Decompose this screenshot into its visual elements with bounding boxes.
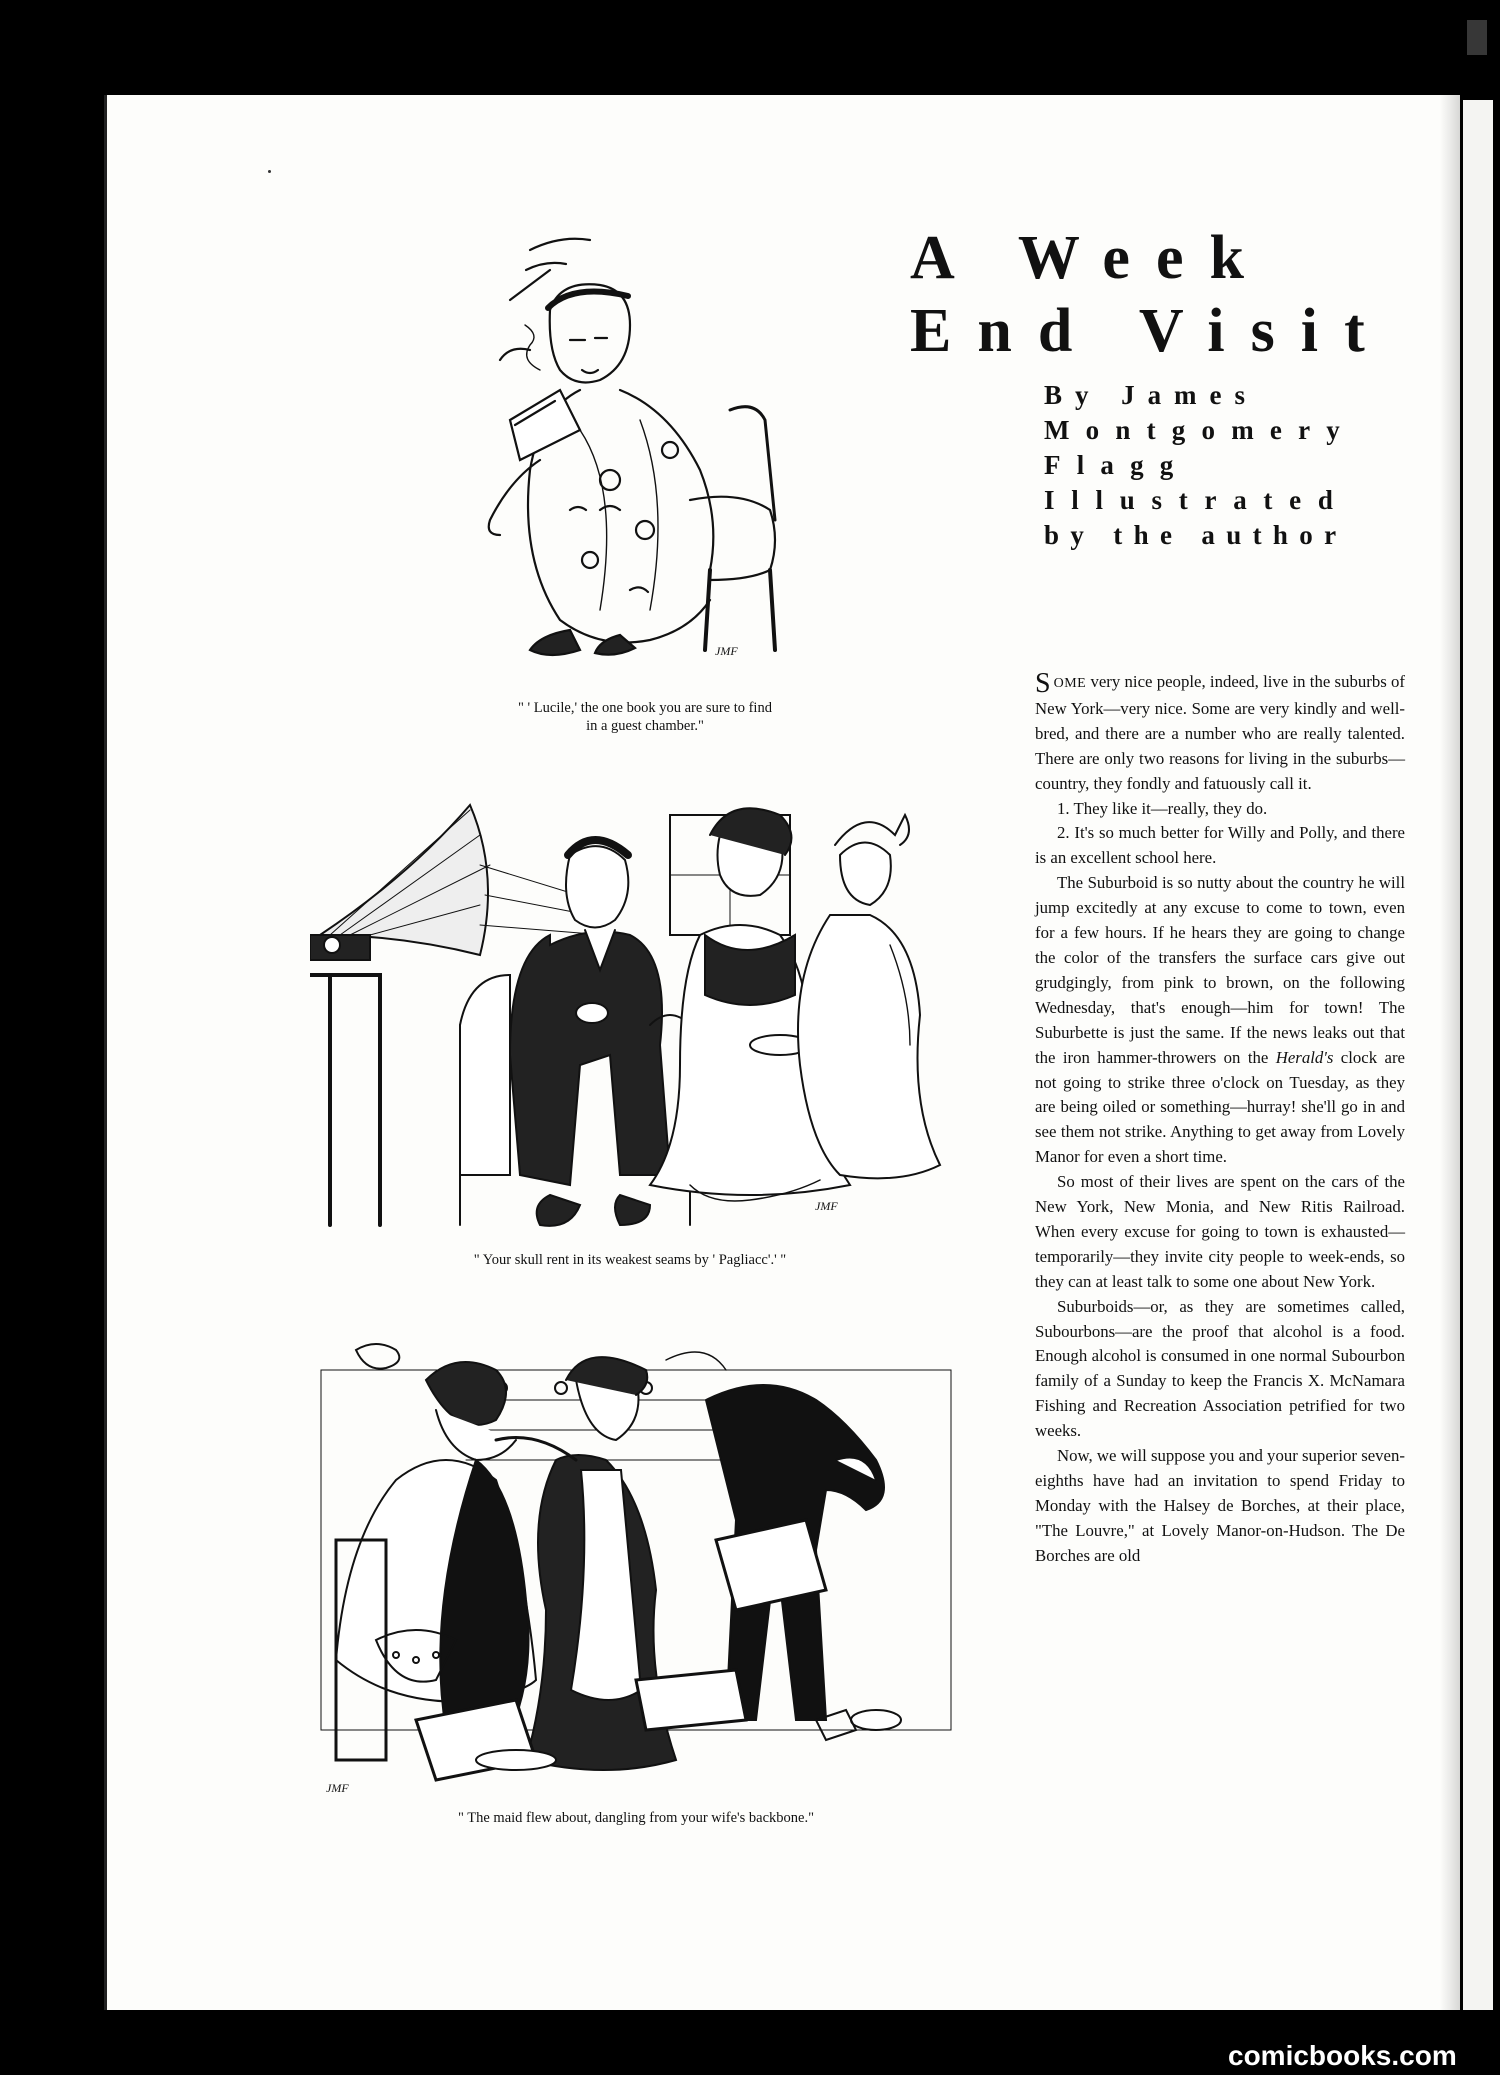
paragraph-2: 1. They like it—really, they do.: [1057, 798, 1268, 818]
paragraph-1-caps: OME: [1053, 676, 1087, 691]
paragraph-4-b: clock are not going to strike three o'clock on Tuesday, as they are being oiled or something—hurray! she'll go in and see them not strike. Anything to get away from Lovely Manor for even a short time.: [1035, 1047, 1405, 1167]
paragraph-4-a: The Suburboid is so nutty about the country he will jump excitedly at any excuse to come to town, even for a few hours. If he hears they are going to change the color of the transfers the surface cars give out grudgingly, from pink to brown, on the following Wednesday, that's enough—him for town! The Suburbette is just the same. If the news leaks out that the iron hammer-throwers on the: [1035, 873, 1405, 1067]
byline-line-1: By James: [1044, 380, 1258, 410]
byline-line-2: Montgomery: [1044, 415, 1356, 445]
caption-illustration-1: [470, 699, 820, 735]
paragraph-4-italic: Herald's: [1275, 1047, 1334, 1067]
article-title: [910, 222, 1410, 368]
svg-text:JMF: JMF: [815, 1199, 838, 1213]
illustration-gramophone-parlor: [310, 795, 960, 1235]
paragraph-4: [1035, 871, 1405, 1170]
caption-1-line-1: " ' Lucile,' the one book you are sure to find: [518, 700, 772, 716]
byline-line-5: by the author: [1044, 520, 1348, 550]
title-line-2: End Visit: [910, 297, 1391, 365]
paragraph-1: [1035, 670, 1405, 797]
drop-cap: S: [1035, 668, 1051, 699]
facing-page-edge: [1463, 100, 1493, 2010]
scan-speck: [268, 170, 271, 173]
byline-line-3: Flagg: [1044, 450, 1190, 480]
article-body: [1035, 670, 1405, 1569]
byline-line-4: Illustrated: [1044, 485, 1350, 515]
caption-illustration-3: " The maid flew about, dangling from your wife's backbone.": [457, 1810, 815, 1826]
illustration-maid-luggage: [316, 1340, 956, 1800]
paragraph-7: Now, we will suppose you and your superior seven-eighths have had an invitation to spend Friday to Monday with the Halsey de Borches, at their place, "The Louvre," at Lovely Manor-on-Hudson. The De Borches are old: [1035, 1446, 1405, 1565]
paragraph-6: Suburboids—or, as they are sometimes called, Subourbons—are the proof that alcohol is a food. Enough alcohol is consumed in one normal Subourbon family of a Sunday to keep the Francis X. McNamara Fishing and Recreation Association petrified for two weeks.: [1035, 1296, 1405, 1441]
scan-artifact: [1467, 20, 1487, 55]
caption-illustration-2: " Your skull rent in its weakest seams by ' Pagliacc'.' ": [473, 1252, 787, 1268]
paragraph-5: So most of their lives are spent on the cars of the New York, New Monia, and New Ritis Railroad. When every excuse for going to town is exhausted—temporarily—they invite city people to week-ends, so they can at least talk to some one about New York.: [1035, 1172, 1405, 1291]
caption-1-line-2: in a guest chamber.": [586, 718, 704, 734]
illustration-man-reading: [470, 230, 810, 670]
binding-shadow: [1440, 95, 1460, 2010]
byline: [1044, 378, 1414, 553]
site-watermark: comicbooks.com: [1228, 2040, 1457, 2071]
paragraph-3: 2. It's so much better for Willy and Polly, and there is an excellent school here.: [1035, 823, 1405, 868]
svg-text:JMF: JMF: [715, 644, 738, 658]
paragraph-1-text: very nice people, indeed, live in the suburbs of New York—very nice. Some are very kindly and well-bred, and there are a number who are really talented. There are only two reasons for living in the suburbs—country, they fondly and fatuously call it.: [1035, 672, 1405, 793]
title-line-1: A Week: [910, 224, 1271, 292]
svg-text:JMF: JMF: [326, 1781, 349, 1795]
